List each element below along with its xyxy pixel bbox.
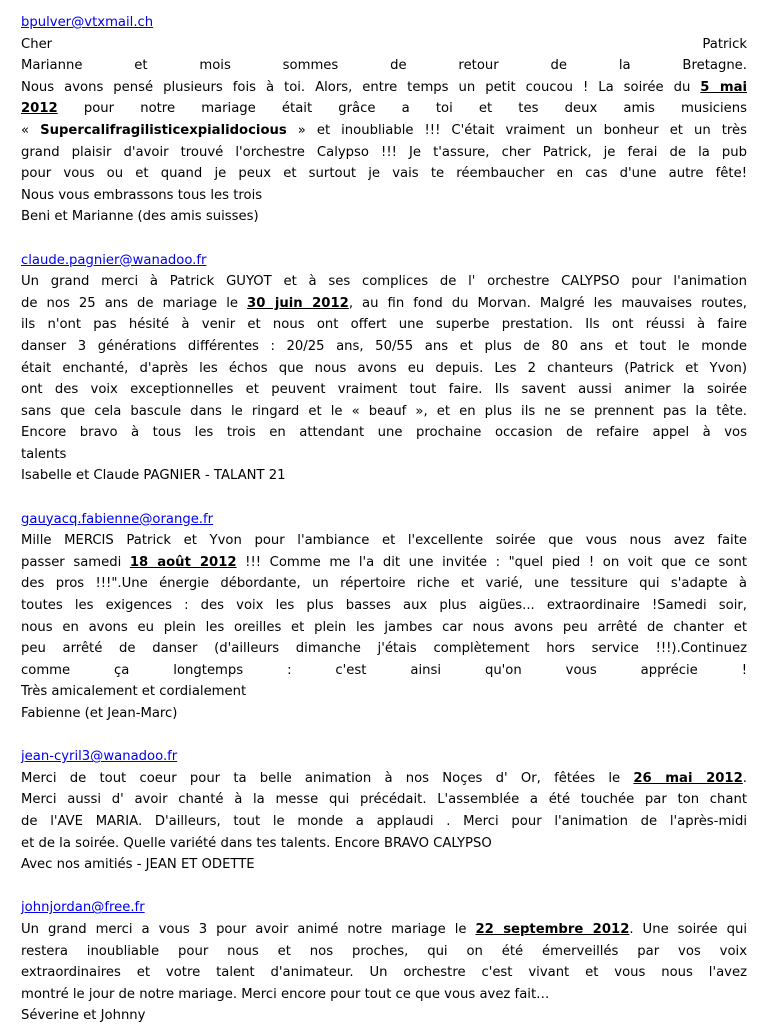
message-text: ils n'ont pas hésité à venir et nous ont offert une superbe prestation. Ils ont réussi à faire [21,317,747,333]
event-date: 18 août 2012 [129,554,237,570]
message-line [21,271,747,293]
message-text: danser 3 générations différentes : 20/25 ans, 50/55 ans et plus de 80 ans et tout le monde [21,338,747,354]
message-text: Merci de tout coeur pour ta belle animation à nos Noçes d' Or, fêtées le [21,770,634,786]
email-link[interactable]: jean-cyril3@wanadoo.fr [21,749,178,765]
message-text: Marianne et mois sommes de retour de la Bretagne. [21,58,747,74]
message-text: passer samedi [21,554,130,570]
message-text: . Une soirée qui [629,921,747,937]
message-line [21,919,747,941]
message-line [21,422,747,444]
testimonial-block [21,250,747,488]
message-text: peu arrêté de danser (d'ailleurs dimanche j'étais complètement hors service !!!).Continuez [21,641,747,657]
message-text: de l'AVE MARIA. D'ailleurs, tout le monde a applaudi . Merci pour l'animation de l'après-midi [21,813,747,829]
message-line [21,941,747,963]
message-text: ont des voix exceptionnelles et peuvent vraiment tout faire. Ils savent aussi animer la soirée [21,382,747,398]
message-line [21,163,747,185]
signature: Fabienne (et Jean-Marc) [21,706,178,721]
message-text: des pros !!!".Une énergie débordante, un répertoire riche et varié, une tessiture qui s'adapte à [21,576,747,592]
message-text: Un grand merci a vous 3 pour avoir animé notre mariage le [21,921,476,937]
message-text: Mille MERCIS Patrick et Yvon pour l'ambiance et l'excellente soirée que vous nous avez faite [21,533,747,549]
band-name: Supercalifragilisticexpialidocious [40,122,287,138]
event-date: 2012 [21,101,58,117]
message-line [21,185,747,207]
signature: Avec nos amitiés - JEAN ET ODETTE [21,857,255,873]
email-link[interactable]: johnjordan@free.fr [21,900,145,916]
email-link[interactable]: claude.pagnier@wanadoo.fr [21,252,207,268]
message-text: pour vous ou et quand je peux et surtout je vais te réembaucher en cas d'une autre fête! [21,166,747,182]
email-link[interactable]: bpulver@vtxmail.ch [21,15,154,30]
testimonial-block [21,509,747,725]
event-date: 22 septembre 2012 [475,921,630,937]
message-text: » et inoubliable !!! C'était vraiment un bonheur et un très [286,122,748,138]
message-line [21,34,747,56]
message-line [21,142,747,164]
message-line [21,314,747,336]
testimonial-block [21,897,747,1027]
message-line [21,984,747,1006]
message-text: toutes les exigences : des voix les plus basses aux plus aigües... extraordinaire !Samedi soir, [21,598,747,614]
event-date: 5 mai [700,79,747,95]
message-text: restera inoubliable pour nous et nos proches, qui on été émerveillés par vos voix [21,943,747,959]
message-text: !!! Comme me l'a dit une invitée : "quel pied ! on voit que ce sont [236,554,747,570]
testimonial-block [21,746,747,876]
message-text: Un grand merci à Patrick GUYOT et à ses complices de l' orchestre CALYPSO pour l'animation [21,274,747,290]
message-line [21,530,747,552]
message-line [21,681,747,703]
message-line [21,595,747,617]
message-line [21,293,747,315]
message-text: Nous vous embrassons tous les trois [21,187,263,203]
message-text: talents [21,446,67,462]
signature: Isabelle et Claude PAGNIER - TALANT 21 [21,468,286,484]
message-line [21,638,747,660]
email-link[interactable]: gauyacq.fabienne@orange.fr [21,511,214,527]
message-line [21,401,747,423]
message-text: comme ça longtemps : c'est ainsi qu'on vous apprécie ! [21,662,747,678]
message-text: sans que cela bascule dans le ringard et le « beauf », et en plus ils ne se prennent pas la tête. [21,403,747,419]
message-line [21,98,747,120]
message-text: Nous avons pensé plusieurs fois à toi. Alors, entre temps un petit coucou ! La soirée du [21,79,701,95]
message-text: Merci aussi d' avoir chanté à la messe qui précédait. L'assemblée a été touchée par ton chant [21,792,747,808]
message-text: nous en avons eu plein les oreilles et plein les jambes car nous avons peu arrêté de chanter et [21,619,747,635]
message-line [21,358,747,380]
message-line [21,444,747,466]
message-text: de nos 25 ans de mariage le [21,295,248,311]
message-line [21,833,747,855]
message-text: Encore bravo à tous les trois en attendant une prochaine occasion de refaire appel à vos [21,425,747,441]
message-line [21,660,747,682]
message-line [21,811,747,833]
message-line [21,768,747,790]
message-text: était enchanté, d'après les échos que nous avons eu depuis. Les 2 chanteurs (Patrick et Yvon) [21,360,747,376]
message-line [21,552,747,574]
message-text: . [742,770,747,786]
message-line [21,617,747,639]
message-text: « [21,122,41,138]
message-line [21,336,747,358]
message-line [21,962,747,984]
message-line [21,77,747,99]
event-date: 30 juin 2012 [247,295,349,311]
message-text: Très amicalement et cordialement [21,684,247,700]
message-line [21,789,747,811]
message-text: Cher Patrick [21,36,747,52]
event-date: 26 mai 2012 [633,770,743,786]
message-line [21,55,747,77]
message-line [21,573,747,595]
signature: Beni et Marianne (des amis suisses) [21,209,259,225]
message-text: extraordinaires et votre talent d'animateur. Un orchestre c'est vivant et vous nous l'avez [21,965,747,981]
message-text: , au fin fond du Morvan. Malgré les mauvaises routes, [348,295,747,311]
message-line [21,379,747,401]
signature: Séverine et Johnny [21,1008,146,1024]
message-text: montré le jour de notre mariage. Merci encore pour tout ce que vous avez fait… [21,986,550,1002]
message-line [21,120,747,142]
message-text: pour notre mariage était grâce a toi et tes deux amis musiciens [57,101,747,117]
message-text: grand plaisir d'avoir trouvé l'orchestre Calypso !!! Je t'assure, cher Patrick, je ferai de la pub [21,144,747,160]
message-text: et de la soirée. Quelle variété dans tes talents. Encore BRAVO CALYPSO [21,835,492,851]
testimonial-block [21,12,747,228]
